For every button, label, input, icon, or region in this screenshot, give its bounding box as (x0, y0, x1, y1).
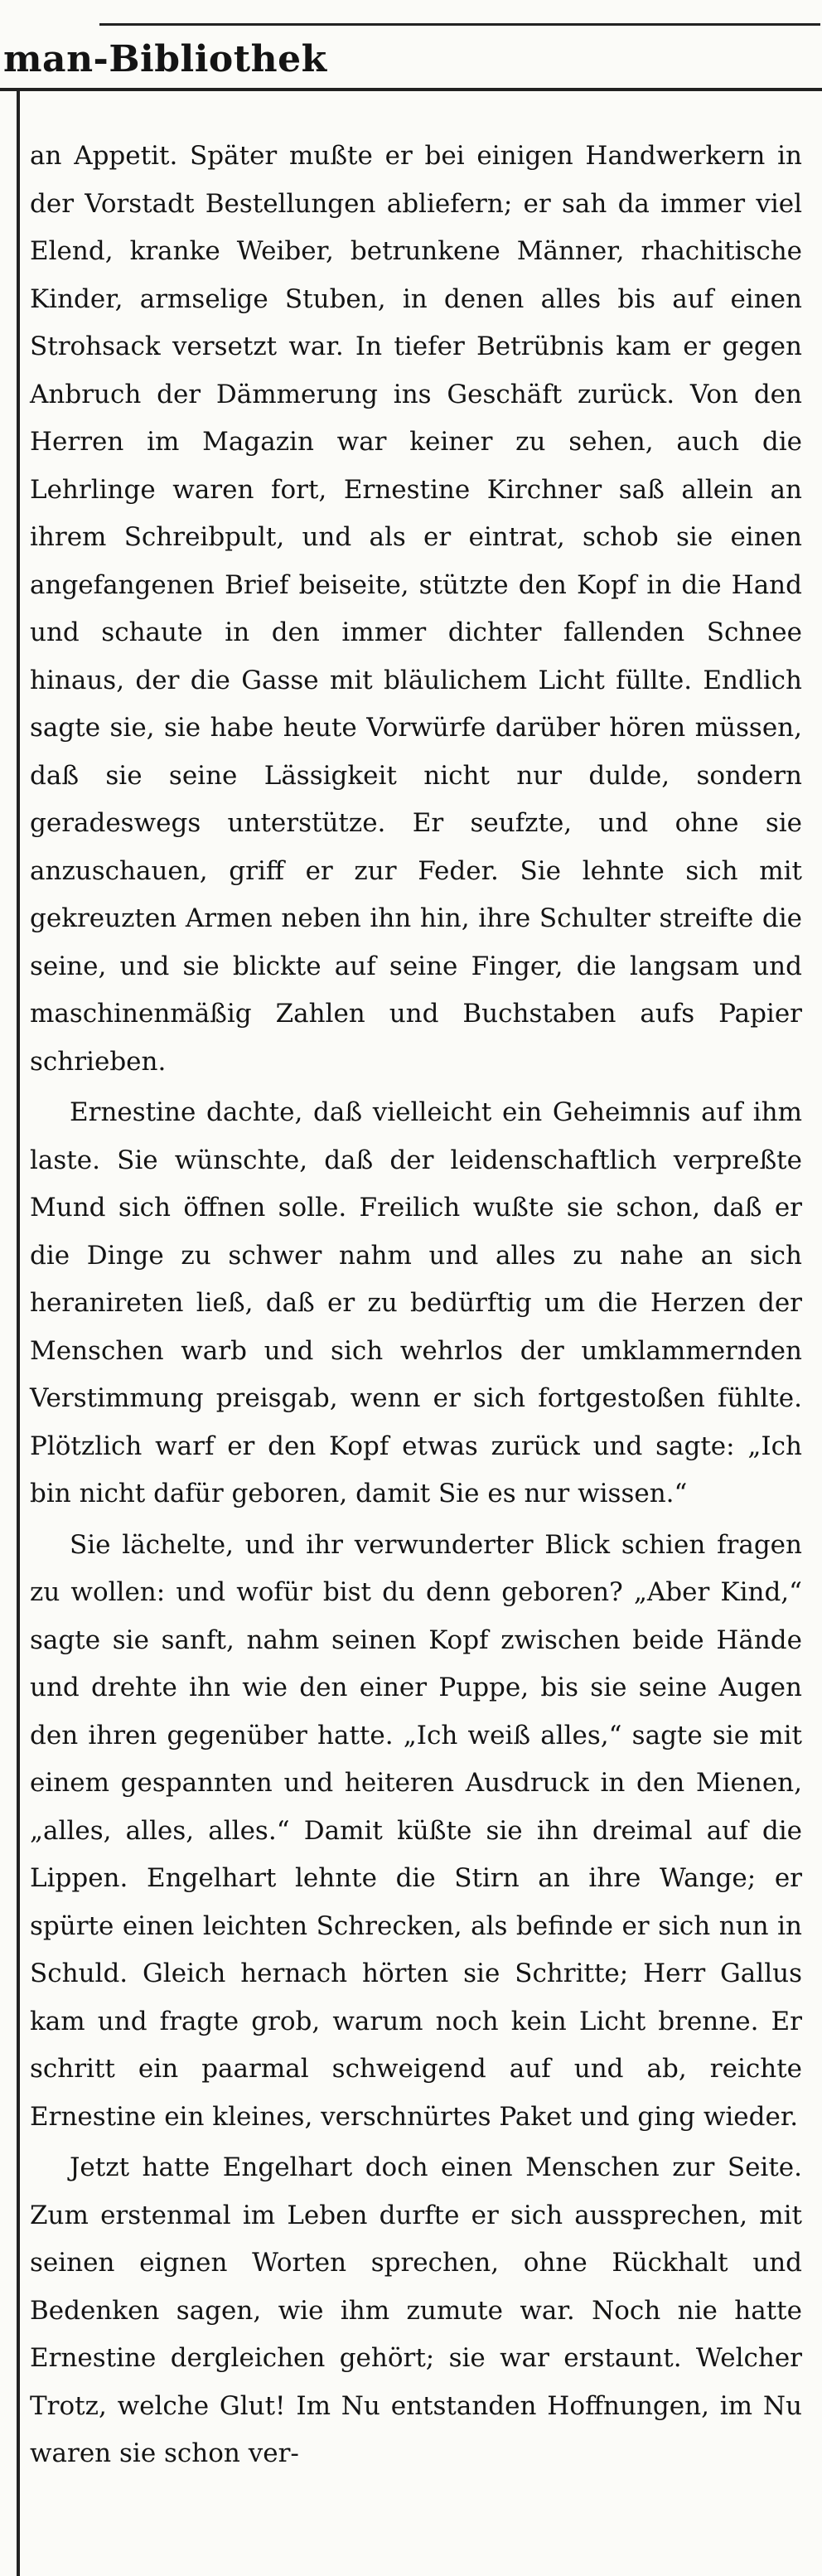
running-head: man-Bibliothek (3, 38, 327, 80)
header-top-rule (99, 23, 820, 26)
header-bottom-rule (0, 88, 822, 91)
paragraph: Jetzt hatte Engelhart doch einen Menschen zur Seite. Zum erstenmal im Leben durfte er sich aussprechen, mit seinen eignen Worten sprechen, ohne Rückhalt und Bedenken sagen, wie ihm zumute war. Noch nie hatte Ernestine dergleichen gehört; sie war erstaunt. Welcher Trotz, welche Glut! Im Nu entstanden Hoffnungen, im Nu waren sie schon ver- (30, 2152, 802, 2468)
page-header (0, 0, 822, 93)
paragraph: an Appetit. Später mußte er bei einigen Handwerkern in der Vorstadt Bestellungen abliefern; er sah da immer viel Elend, kranke Weiber, betrunkene Männer, rhachitische Kinder, armselige Stuben, in denen alles bis auf einen Strohsack versetzt war. In tiefer Betrübnis kam er gegen Anbruch der Dämmerung ins Geschäft zurück. Von den Herren im Magazin war keiner zu sehen, auch die Lehrlinge waren fort, Ernestine Kirchner saß allein an ihrem Schreibpult, und als er eintrat, schob sie einen angefangenen Brief beiseite, stützte den Kopf in die Hand und schaute in den immer dichter fallenden Schnee hinaus, der die Gasse mit bläulichem Licht füllte. Endlich sagte sie, sie habe heute Vorwürfe darüber hören müssen, daß sie seine Lässigkeit nicht nur dulde, sondern geradeswegs unterstütze. Er seufzte, und ohne sie anzuschauen, griff er zur Feder. Sie lehnte sich mit gekreuzten Armen neben ihn hin, ihre Schulter streifte die seine, und sie blickte auf seine Finger, die langsam und maschinenmäßig Zahlen und Buchstaben aufs Papier schrieben. (30, 141, 802, 1077)
column-rule (17, 91, 20, 2576)
body-text (30, 133, 802, 2478)
paragraph: Ernestine dachte, daß vielleicht ein Geheimnis auf ihm laste. Sie wünschte, daß der leidenschaftlich verpreßte Mund sich öffnen solle. Freilich wußte sie schon, daß er die Dinge zu schwer nahm und alles zu nahe an sich heranireten ließ, daß er zu bedürftig um die Herzen der Menschen warb und sich wehrlos der umklammernden Verstimmung preisgab, wenn er sich fortgestoßen fühlte. Plötzlich warf er den Kopf etwas zurück und sagte: „Ich bin nicht dafür geboren, damit Sie es nur wissen.“ (30, 1097, 802, 1508)
paragraph: Sie lächelte, und ihr verwunderter Blick schien fragen zu wollen: und wofür bist du denn geboren? „Aber Kind,“ sagte sie sanft, nahm seinen Kopf zwischen beide Hände und drehte ihn wie den einer Puppe, bis sie seine Augen den ihren gegenüber hatte. „Ich weiß alles,“ sagte sie mit einem gespannten und heiteren Ausdruck in den Mienen, „alles, alles, alles.“ Damit küßte sie ihn dreimal auf die Lippen. Engelhart lehnte die Stirn an ihre Wange; er spürte einen leichten Schrecken, als befinde er sich nun in Schuld. Gleich hernach hörten sie Schritte; Herr Gallus kam und fragte grob, warum noch kein Licht brenne. Er schritt ein paarmal schweigend auf und ab, reichte Ernestine ein kleines, verschnürtes Paket und ging wieder. (30, 1529, 802, 2132)
